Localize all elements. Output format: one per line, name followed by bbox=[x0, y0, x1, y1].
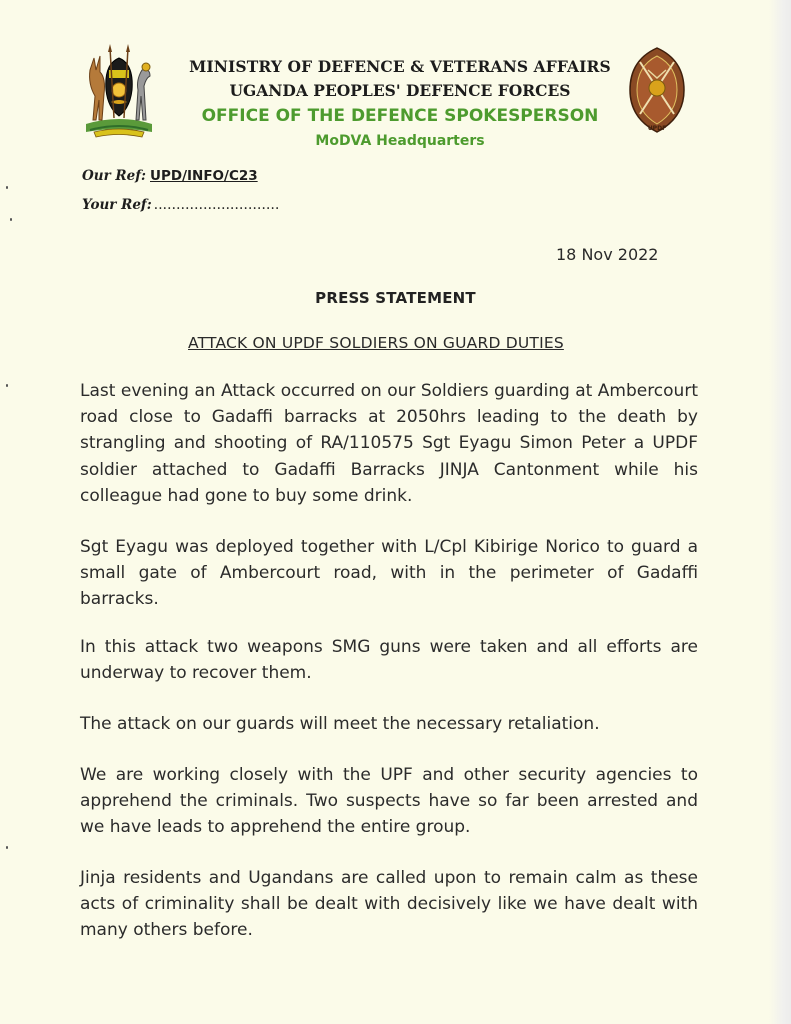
updf-shield-emblem-icon bbox=[626, 44, 688, 136]
our-ref-label: Our Ref: bbox=[82, 168, 146, 184]
your-ref-value: ............................ bbox=[153, 197, 280, 213]
uganda-coat-of-arms-icon bbox=[80, 40, 158, 140]
ministry-heading: MINISTRY OF DEFENCE & VETERANS AFFAIRS bbox=[189, 57, 611, 76]
headquarters-heading: MoDVA Headquarters bbox=[315, 133, 485, 149]
office-heading: OFFICE OF THE DEFENCE SPOKESPERSON bbox=[201, 106, 599, 126]
document-subtitle: ATTACK ON UPDF SOLDIERS ON GUARD DUTIES bbox=[188, 334, 564, 352]
your-ref-line bbox=[82, 197, 279, 213]
paragraph-2: Sgt Eyagu was deployed together with L/Cpl Kibirige Norico to guard a small gate of Ambercourt road, with in the perimeter of Gadaffi barracks. bbox=[80, 537, 698, 610]
paragraph-1: Last evening an Attack occurred on our Soldiers guarding at Ambercourt road close to Gadaffi barracks at 2050hrs leading to the death by strangling and shooting of RA/110575 Sgt Eyagu Simon Peter a UPDF soldier attached to Gadaffi Barracks JINJA Cantonment while his colleague had gone to buy some drink. bbox=[80, 381, 698, 506]
scan-speck bbox=[6, 384, 8, 387]
scan-edge bbox=[769, 0, 791, 1024]
scan-speck bbox=[6, 846, 8, 849]
paragraph-4: The attack on our guards will meet the necessary retaliation. bbox=[80, 714, 600, 734]
paragraph-5: We are working closely with the UPF and other security agencies to apprehend the criminals. Two suspects have so far been arrested and we have leads to apprehend the entire group. bbox=[80, 765, 698, 838]
our-ref-value: UPD/INFO/C23 bbox=[150, 168, 258, 184]
paragraph-6: Jinja residents and Ugandans are called upon to remain calm as these acts of criminality shall be dealt with decisively like we have dealt with many others before. bbox=[80, 868, 698, 941]
statement-date: 18 Nov 2022 bbox=[556, 245, 659, 264]
document-title: PRESS STATEMENT bbox=[315, 289, 476, 307]
paragraph-3: In this attack two weapons SMG guns were taken and all efforts are underway to recover them. bbox=[80, 637, 698, 684]
scan-speck bbox=[10, 218, 12, 221]
updf-emblem-label: UPDF bbox=[647, 125, 667, 132]
your-ref-label: Your Ref: bbox=[82, 197, 152, 213]
scan-speck bbox=[6, 186, 8, 189]
our-ref-line bbox=[82, 168, 258, 184]
forces-heading: UGANDA PEOPLES' DEFENCE FORCES bbox=[229, 81, 571, 100]
